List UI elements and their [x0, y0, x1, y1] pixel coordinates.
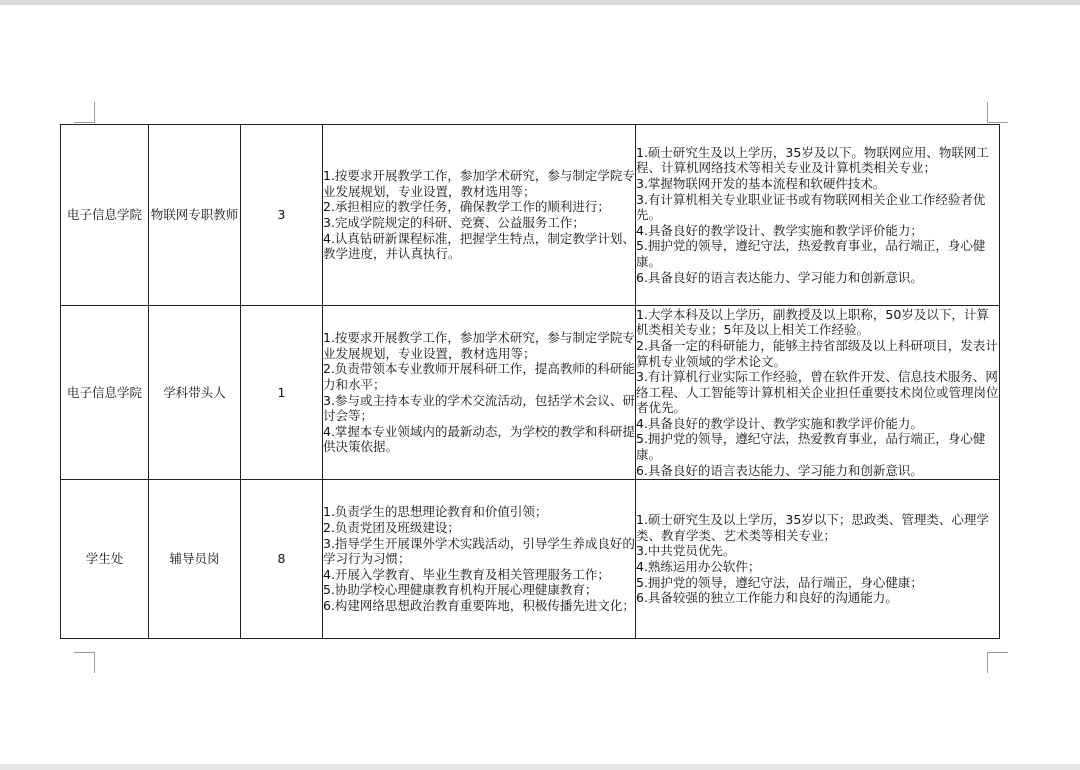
duty-item: 1.按要求开展教学工作，参加学术研究，参与制定学院专业发展规划，专业设置，教材选用等；	[323, 168, 635, 199]
requirement-item: 4.具备良好的教学设计、教学实施和教学评价能力。	[636, 415, 923, 431]
requirement-item: 3.有计算机相关专业职业证书或有物联网相关企业工作经验者优先。	[636, 191, 986, 223]
duty-item: 6.构建网络思想政治教育重要阵地，积极传播先进文化；	[323, 597, 635, 613]
headcount-cell: 8	[241, 480, 323, 639]
requirement-item: 5.拥护党的领导，遵纪守法，热爱教育事业，品行端正，身心健康。	[636, 431, 986, 463]
duty-item: 2.承担相应的教学任务，确保教学工作的顺利进行；	[323, 199, 610, 215]
duty-item: 2.负责党团及班级建设；	[323, 520, 460, 536]
table-row	[61, 306, 1000, 480]
requirement-item: 6.具备较强的独立工作能力和良好的沟通能力。	[636, 590, 898, 606]
position-cell: 物联网专职教师	[149, 125, 241, 306]
requirement-item: 5.拥护党的领导，遵纪守法，热爱教育事业，品行端正，身心健康。	[636, 238, 986, 269]
requirement-item: 1.大学本科及以上学历，副教授及以上职称，50岁及以下，计算机类相关专业；5年及以上相关工作经验。	[636, 306, 989, 338]
requirements-cell	[636, 480, 1000, 639]
requirement-item: 1.硕士研究生及以上学历，35岁及以下。物联网应用、物联网工程、计算机网络技术等相关专业及计算机类相关专业；	[636, 144, 989, 176]
page-corner-mark-top-left	[74, 102, 95, 123]
viewer-top-border	[0, 0, 1080, 5]
department-cell: 电子信息学院	[61, 306, 149, 480]
duties-cell	[323, 125, 636, 306]
viewer-bottom-border	[0, 764, 1080, 770]
requirement-item: 6.具备良好的语言表达能力、学习能力和创新意识。	[636, 269, 923, 285]
requirement-item: 6.具备良好的语言表达能力、学习能力和创新意识。	[636, 462, 923, 478]
duty-item: 3.参与或主持本专业的学术交流活动，包括学术会议、研讨会等；	[323, 392, 635, 424]
position-cell: 辅导员岗	[149, 480, 241, 639]
page-corner-mark-bottom-left	[74, 652, 95, 673]
requirement-item: 4.具备良好的教学设计、教学实施和教学评价能力；	[636, 222, 923, 238]
requirement-item: 5.拥护党的领导，遵纪守法，品行端正，身心健康；	[636, 574, 923, 590]
duty-item: 1.负责学生的思想理论教育和价值引领；	[323, 504, 548, 520]
requirements-cell	[636, 306, 1000, 480]
duties-cell	[323, 480, 636, 639]
requirement-item: 4.熟练运用办公软件；	[636, 559, 761, 574]
page-corner-mark-bottom-right	[987, 652, 1008, 673]
duty-item: 3.完成学院规定的科研、竞赛、公益服务工作；	[323, 215, 585, 230]
requirement-item: 2.具备一定的科研能力，能够主持省部级及以上科研项目，发表计算机专业领域的学术论文。	[636, 337, 998, 369]
duty-item: 3.指导学生开展课外学术实践活动，引导学生养成良好的学习行为习惯；	[323, 535, 635, 567]
requirement-item: 1.硕士研究生及以上学历，35岁以下；思政类、管理类、心理学类、教育学类、艺术类等相关专业；	[636, 512, 989, 543]
job-table	[60, 124, 1000, 639]
headcount-cell: 1	[241, 306, 323, 480]
duty-item: 4.认真钻研新课程标准，把握学生特点，制定教学计划、教学进度，并认真执行。	[323, 230, 635, 262]
duty-item: 5.协助学校心理健康教育机构开展心理健康教育；	[323, 582, 598, 598]
duty-item: 4.开展入学教育、毕业生教育及相关管理服务工作；	[323, 566, 610, 582]
duties-cell	[323, 306, 636, 480]
duty-item: 2.负责带领本专业教师开展科研工作，提高教师的科研能力和水平；	[323, 361, 635, 392]
department-cell: 电子信息学院	[61, 125, 149, 306]
requirement-item: 3.掌握物联网开发的基本流程和软硬件技术。	[636, 176, 886, 192]
headcount-cell: 3	[241, 125, 323, 306]
table-row	[61, 125, 1000, 306]
page-corner-mark-top-right	[987, 102, 1008, 123]
requirements-cell	[636, 125, 1000, 306]
position-cell: 学科带头人	[149, 306, 241, 480]
duty-item: 1.按要求开展教学工作，参加学术研究，参与制定学院专业发展规划，专业设置，教材选用等；	[323, 330, 635, 361]
table-row	[61, 480, 1000, 639]
requirement-item: 3.有计算机行业实际工作经验，曾在软件开发、信息技术服务、网络工程、人工智能等计算机相关企业担任重要技术岗位或管理岗位者优先。	[636, 369, 999, 416]
duty-item: 4.掌握本专业领域内的最新动态，为学校的教学和科研提供决策依据。	[323, 423, 635, 455]
department-cell: 学生处	[61, 480, 149, 639]
requirement-item: 3.中共党员优先。	[636, 543, 736, 559]
